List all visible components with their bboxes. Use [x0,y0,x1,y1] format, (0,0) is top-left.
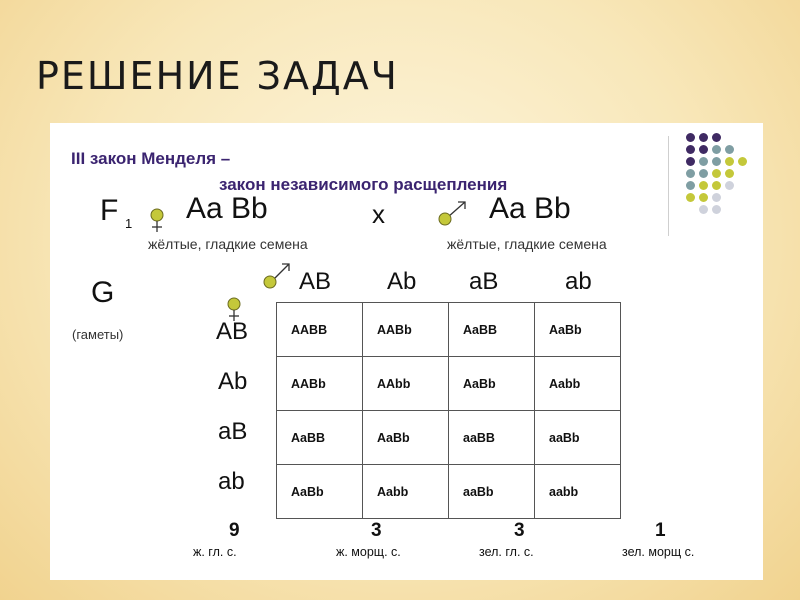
deco-dot [686,193,695,202]
deco-dot [686,145,695,154]
decorative-dots [683,133,753,223]
deco-dot [699,169,708,178]
law-heading: III закон Менделя – [71,149,231,168]
deco-dot [686,181,695,190]
deco-dot [712,133,721,142]
ratio-label: ж. гл. с. [193,545,237,559]
deco-dot [725,145,734,154]
table-row [277,411,621,465]
punnett-cell: AaBb [449,357,535,411]
deco-dot [712,193,721,202]
table-row [277,357,621,411]
punnett-cell: AABb [363,303,449,357]
deco-dot [699,157,708,166]
male-symbol-icon [262,260,294,290]
deco-dot [712,157,721,166]
deco-dot [738,157,747,166]
gametes-note: (гаметы) [72,327,124,342]
deco-dot [699,193,708,202]
f-subscript: 1 [125,216,133,231]
punnett-cell: Aabb [363,465,449,519]
deco-dot [699,133,708,142]
male-symbol-icon [437,199,469,227]
male-gamete: AB [299,268,332,295]
deco-dot [712,145,721,154]
ratio-number: 3 [371,520,382,541]
punnett-cell: AaBB [449,303,535,357]
punnett-cell: AABb [277,357,363,411]
divider-line [668,136,669,236]
cross-sign: x [372,199,385,229]
deco-dot [699,205,708,214]
table-row [277,465,621,519]
ratio-number: 9 [229,520,240,541]
deco-dot [712,169,721,178]
male-gamete: ab [565,268,592,295]
female-gamete: Ab [218,368,248,395]
deco-dot [712,181,721,190]
deco-dot [699,145,708,154]
male-gamete: aB [469,268,499,295]
deco-dot [699,181,708,190]
ratio-label: зел. морщ с. [622,545,695,559]
punnett-cell: AaBb [363,411,449,465]
deco-dot [686,157,695,166]
female-genotype: Aa Bb [186,192,268,225]
deco-dot [725,169,734,178]
male-genotype: Aa Bb [489,192,571,225]
punnett-cell: AABB [277,303,363,357]
ratio-label: зел. гл. с. [479,545,534,559]
deco-dot [725,181,734,190]
slide-title: РЕШЕНИЕ ЗАДАЧ [36,54,399,98]
male-phenotype: жёлтые, гладкие семена [447,236,607,252]
punnett-cell: AAbb [363,357,449,411]
deco-dot [725,157,734,166]
female-gamete: AB [216,318,249,345]
punnett-cell: aaBb [535,411,621,465]
punnett-cell: Aabb [535,357,621,411]
ratio-label: ж. морщ. с. [336,545,401,559]
g-label: G [91,276,115,309]
punnett-square [276,302,621,519]
deco-dot [712,205,721,214]
female-gamete: ab [218,468,245,495]
ratio-number: 1 [655,520,666,541]
punnett-cell: AaBB [277,411,363,465]
deco-dot [686,169,695,178]
law-subheading: закон независимого расщепления [219,175,508,194]
punnett-cell: AaBb [277,465,363,519]
punnett-cell: aaBB [449,411,535,465]
female-phenotype: жёлтые, гладкие семена [148,236,308,252]
female-gamete: aB [218,418,248,445]
male-gamete: Ab [387,268,417,295]
punnett-cell: AaBb [535,303,621,357]
deco-dot [686,133,695,142]
ratio-number: 3 [514,520,525,541]
f-label: F [100,194,119,227]
table-row [277,303,621,357]
punnett-cell: aaBb [449,465,535,519]
female-symbol-icon [148,207,166,233]
punnett-cell: aabb [535,465,621,519]
